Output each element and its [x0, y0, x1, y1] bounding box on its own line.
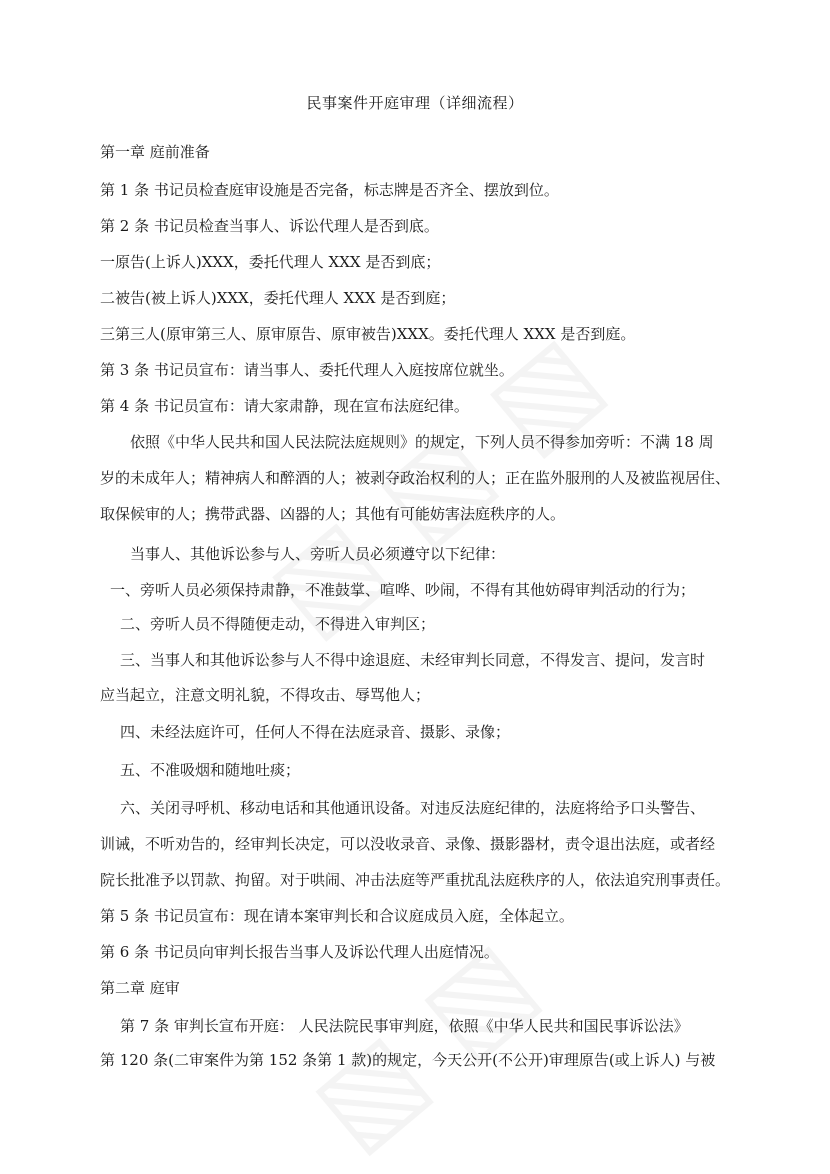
paragraph-line: 一原告(上诉人)XXX，委托代理人 XXX 是否到底； — [100, 253, 441, 271]
document-title: 民事案件开庭审理（详细流程） — [306, 94, 524, 112]
paragraph-line: 二被告(被上诉人)XXX，委托代理人 XXX 是否到庭； — [100, 289, 456, 307]
rule-item: 一、旁听人员必须保持肃静，不准鼓掌、喧哗、吵闹，不得有其他妨碍审判活动的行为； — [110, 581, 696, 599]
article-line: 第 3 条 书记员宣布：请当事人、委托代理人入庭按席位就坐。 — [100, 361, 514, 379]
chapter-heading: 第二章 庭审 — [100, 979, 180, 997]
rule-item: 应当起立，注意文明礼貌，不得攻击、辱骂他人； — [100, 686, 431, 704]
chapter-heading: 第一章 庭前准备 — [100, 143, 210, 161]
paragraph-line: 依照《中华人民共和国人民法院法庭规则》的规定，下列人员不得参加旁听：不满 18 周 — [130, 433, 714, 451]
article-line: 第 6 条 书记员向审判长报告当事人及诉讼代理人出庭情况。 — [100, 943, 499, 961]
rule-item: 五、不准吸烟和随地吐痰； — [120, 761, 301, 779]
rule-item: 四、未经法庭许可，任何人不得在法庭录音、摄影、录像； — [120, 723, 511, 741]
paragraph-line: 取保候审的人；携带武器、凶器的人；其他有可能妨害法庭秩序的人。 — [100, 505, 566, 523]
paragraph-line: 当事人、其他诉讼参与人、旁听人员必须遵守以下纪律： — [130, 545, 506, 563]
paragraph-line: 第 120 条(二审案件为第 152 条第 1 款)的规定，今天公开(不公开)审理原告(或上诉人) 与被 — [100, 1051, 716, 1069]
paragraph-line: 岁的未成年人；精神病人和醉酒的人；被剥夺政治权利的人；正在监外服刑的人及被监视居住、 — [100, 469, 731, 487]
rule-item: 六、关闭寻呼机、移动电话和其他通讯设备。对违反法庭纪律的，法庭将给予口头警告、 — [120, 799, 706, 817]
article-line: 第 5 条 书记员宣布：现在请本案审判长和合议庭成员入庭，全体起立。 — [100, 907, 574, 925]
article-line: 第 4 条 书记员宣布：请大家肃静，现在宣布法庭纪律。 — [100, 397, 469, 415]
rule-item: 院长批准予以罚款、拘留。对于哄闹、冲击法庭等严重扰乱法庭秩序的人，依法追究刑事责任。 — [100, 871, 731, 889]
paragraph-line: 三第三人(原审第三人、原审原告、原审被告)XXX。委托代理人 XXX 是否到庭。 — [100, 325, 636, 343]
rule-item: 训诫，不听劝告的，经审判长决定，可以没收录音、录像、摄影器材，责令退出法庭，或者经 — [100, 835, 716, 853]
article-line: 第 2 条 书记员检查当事人、诉讼代理人是否到底。 — [100, 217, 439, 235]
article-line: 第 1 条 书记员检查庭审设施是否完备，标志牌是否齐全、摆放到位。 — [100, 181, 559, 199]
rule-item: 三、当事人和其他诉讼参与人不得中途退庭、未经审判长同意，不得发言、提问，发言时 — [120, 651, 706, 669]
rule-item: 二、旁听人员不得随便走动，不得进入审判区； — [120, 615, 436, 633]
article-line: 第 7 条 审判长宣布开庭： 人民法院民事审判庭，依照《中华人民共和国民事诉讼法》 — [120, 1017, 689, 1035]
